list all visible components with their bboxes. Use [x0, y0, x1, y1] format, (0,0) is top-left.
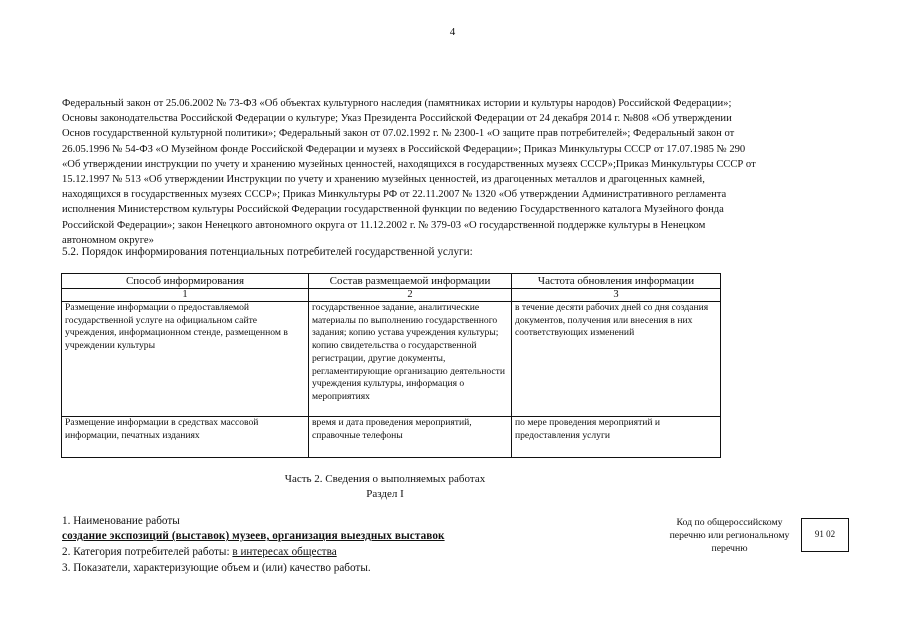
registry-code-value: 91 02 [801, 518, 849, 552]
table-header-row [62, 274, 721, 289]
legal-basis-paragraph [62, 96, 852, 246]
law-line: Российской Федерации»; закон Ненецкого автономного округа от 11.12.2002 г. № 379-03 «О государственной поддержке культуры в Ненецком [62, 219, 706, 231]
table-row [62, 417, 721, 458]
table-cell [309, 302, 512, 417]
header-content: Состав размещаемой информации [309, 274, 512, 289]
table-cell: по мере проведения мероприятий и предоставления услуги [512, 417, 721, 458]
registry-code-line: перечню [711, 543, 748, 554]
table-cell: в течение десяти рабочих дней со дня создания документов, получения или внесения в них соответствующих изменений [512, 302, 721, 417]
column-number-row [62, 289, 721, 302]
indicators-heading: 3. Показатели, характеризующие объем и (или) качество работы. [62, 562, 371, 574]
table-cell: Размещение информации о предоставляемой государственной услуге на официальном сайте учреждения, информационном стенде, размещенном в учреждении культуры [62, 302, 309, 417]
page-number: 4 [449, 26, 456, 38]
law-line: находящихся в государственных музеях СССР»; Приказ Минкультуры РФ от 22.11.2007 № 1320 «Об утверждении Административного регламента [62, 189, 727, 201]
header-method: Способ информирования [62, 274, 309, 289]
registry-code-label [662, 516, 797, 555]
table-cell: Размещение информации в средствах массовой информации, печатных изданиях [62, 417, 309, 458]
column-number: 1 [62, 289, 309, 302]
part-2-title: Часть 2. Сведения о выполняемых работах [284, 473, 486, 485]
table-cell: время и дата проведения мероприятий, справочные телефоны [309, 417, 512, 458]
section-title: Раздел I [366, 488, 404, 500]
work-name-value: создание экспозиций (выставок) музеев, организация выездных выставок [62, 530, 445, 542]
column-number: 3 [512, 289, 721, 302]
work-name-label: 1. Наименование работы [62, 515, 180, 527]
consumer-category [62, 546, 337, 558]
table-cell-text: государственное задание, аналитические материалы по выполнению государственного задания; копию устава учреждения культуры; копию свидетельства о государственной регистрации, другие документы, регламентирующие организацию деятельности учреждения культуры, информация о мероприятиях [312, 302, 506, 402]
law-line: автономном округе» [62, 234, 154, 246]
consumer-category-label: 2. Категория потребителей работы: [62, 546, 233, 558]
section-5-2-heading: 5.2. Порядок информирования потенциальных потребителей государственной услуги: [62, 246, 473, 258]
table-row [62, 302, 721, 417]
registry-code-line: перечню или региональному [669, 530, 790, 541]
law-line: Основ государственной культурной политики»; Федеральный закон от 07.02.1992 г. № 2300-1 «О защите прав потребителей»; Федеральный закон от [62, 128, 735, 140]
registry-code-line: Код по общероссийскому [676, 517, 783, 528]
law-line: 15.12.1997 № 513 «Об утверждении Инструкции по учету и хранению музейных ценностей, из драгоценных металлов и драгоценных камней, [62, 174, 705, 186]
consumer-category-value: в интересах общества [232, 546, 337, 558]
law-line: исполнения Министерством культуры Российской Федерации государственной функции по ведению Государственного каталога Музейного фонда [62, 204, 724, 216]
law-line: Основы законодательства Российской Федерации о культуре; Указ Президента Российской Федерации от 24 декабря 2014 г. №808 «Об утверждении [62, 113, 732, 125]
header-frequency: Частота обновления информации [512, 274, 721, 289]
law-line: «Об утверждении инструкции по учету и хранению музейных ценностей, находящихся в государственных музеях СССР»;Приказ Минкультуры СССР от [62, 158, 756, 170]
column-number: 2 [309, 289, 512, 302]
law-line: Федеральный закон от 25.06.2002 № 73-ФЗ «Об объектах культурного наследия (памятниках истории и культуры народов) Российской Федерации»; [62, 98, 732, 109]
informing-table [61, 273, 721, 458]
law-line: 26.05.1996 № 54-ФЗ «О Музейном фонде Российской Федерации и музеях в Российской Федерации»; Приказ Минкультуры СССР от 17.07.1985 № 290 [62, 143, 746, 155]
